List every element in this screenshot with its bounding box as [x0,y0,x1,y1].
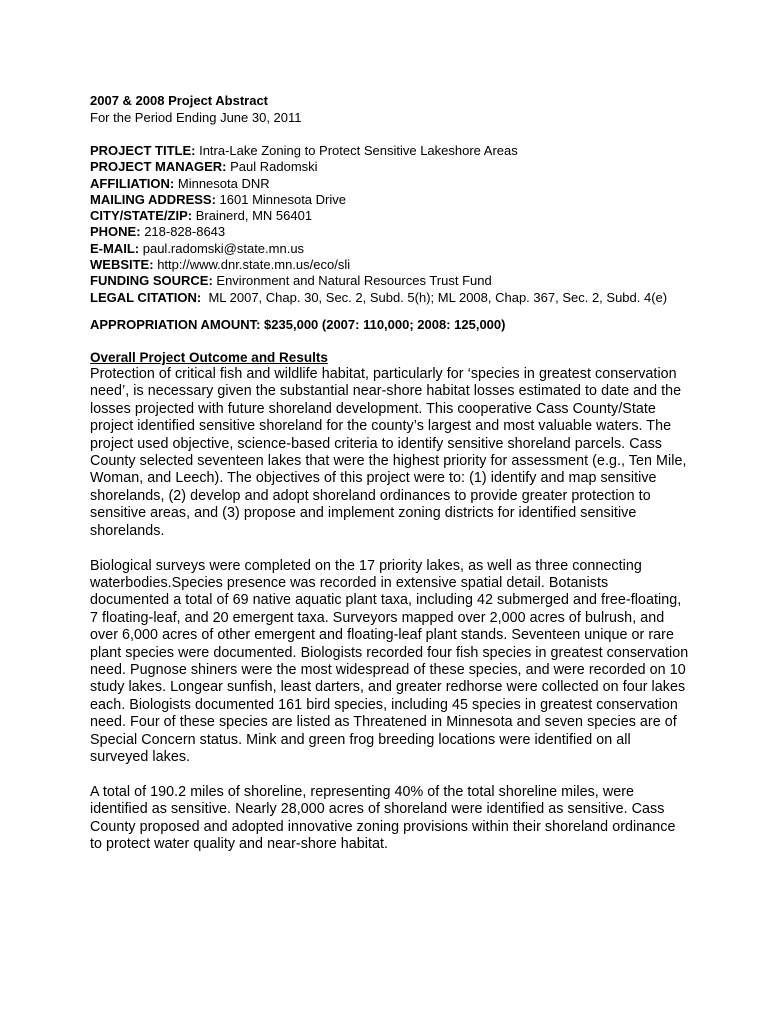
field-label: MAILING ADDRESS: [90,191,216,207]
field-label: PHONE: [90,224,141,240]
abstract-page [90,92,690,854]
paragraph-shoreline-results: A total of 190.2 miles of shoreline, representing 40% of the total shoreline miles, were identified as sensitive. Nearly 28,000 acres of shoreland were identified as sensitive. Cass County proposed and adopted innovative zoning provisions within their shoreland ordinance to protect water quality and near-shore habitat. [90,783,676,853]
field-value: Paul Radomski [230,159,318,175]
field-label: FUNDING SOURCE: [90,273,213,289]
paragraph-overview: Protection of critical fish and wildlife habitat, particularly for ‘species in greatest conservation need’, is necessary given the substantial near-shore habitat losses estimated to date and the losses projected with future shoreland development. This cooperative Cass County/State project identified sensitive shoreland for the county’s largest and most valuable waters. The project used objective, science-based criteria to identify sensitive shoreland parcels. Cass County selected seventeen lakes that were the highest priority for assessment (e.g., Ten Mile, Woman, and Leech). The objectives of this project were to: (1) identify and map sensitive shorelands, (2) develop and adopt shoreland ordinances to provide greater protection to sensitive areas, and (3) propose and implement zoning districts for identified sensitive shorelands. [90,365,687,539]
document-title: 2007 & 2008 Project Abstract [90,93,269,108]
field-website [90,257,690,273]
reporting-period: For the Period Ending June 30, 2011 [90,110,302,125]
field-label: LEGAL CITATION: [90,289,202,305]
field-label: WEBSITE: [90,257,154,273]
field-value: paul.radomski@state.mn.us [142,240,305,256]
field-value: Minnesota DNR [177,175,270,191]
appropriation-amount: APPROPRIATION AMOUNT: $235,000 (2007: 110,000; 2008: 125,000) [90,316,506,332]
field-funding-source [90,273,690,289]
field-affiliation [90,176,690,192]
field-value: Brainerd, MN 56401 [195,208,313,224]
field-email [90,241,690,257]
section-heading: Overall Project Outcome and Results [90,349,328,365]
paragraph-biological-surveys: Biological surveys were completed on the 17 priority lakes, as well as three connecting waterbodies.Species presence was recorded in extensive spatial detail. Botanists documented a total of 69 native aquatic plant taxa, including 42 submerged and free-floating, 7 floating-leaf, and 20 emergent taxa. Surveyors mapped over 2,000 acres of bulrush, and over 6,000 acres of other emergent and floating-leaf plant stands. Seventeen unique or rare plant species were documented. Biologists recorded four fish species in greatest conservation need. Pugnose shiners were the most widespread of these species, and were recorded on 10 study lakes. Longear sunfish, least darters, and greater redhorse were collected on four lakes each. Biologists documented 161 bird species, including 45 species in greatest conservation need. Four of these species are listed as Threatened in Minnesota and seven species are of Special Concern status. Mink and green frog breeding locations were identified on all surveyed lakes. [90,557,689,765]
field-value: 1601 Minnesota Drive [219,191,346,207]
field-label: CITY/STATE/ZIP: [90,208,193,224]
field-city-state-zip [90,208,690,224]
field-value: Intra-Lake Zoning to Protect Sensitive Lakeshore Areas [199,143,518,158]
document-header [90,92,690,126]
field-label: PROJECT MANAGER: [90,159,227,175]
field-value: ML 2007, Chap. 30, Sec. 2, Subd. 5(h); ML 2008, Chap. 367, Sec. 2, Subd. 4(e) [208,289,668,305]
field-label: E-MAIL: [90,240,140,256]
field-legal-citation [90,290,690,306]
field-phone [90,224,690,240]
field-value: 218-828-8643 [144,224,226,240]
field-mailing-address [90,192,690,208]
field-value: Environment and Natural Resources Trust Fund [216,273,492,289]
project-info-fields [90,143,690,306]
field-project-manager [90,159,690,175]
field-label: PROJECT TITLE: [90,143,196,158]
field-label: AFFILIATION: [90,175,175,191]
field-value: http://www.dnr.state.mn.us/eco/sli [157,257,351,273]
field-project-title [90,143,690,159]
